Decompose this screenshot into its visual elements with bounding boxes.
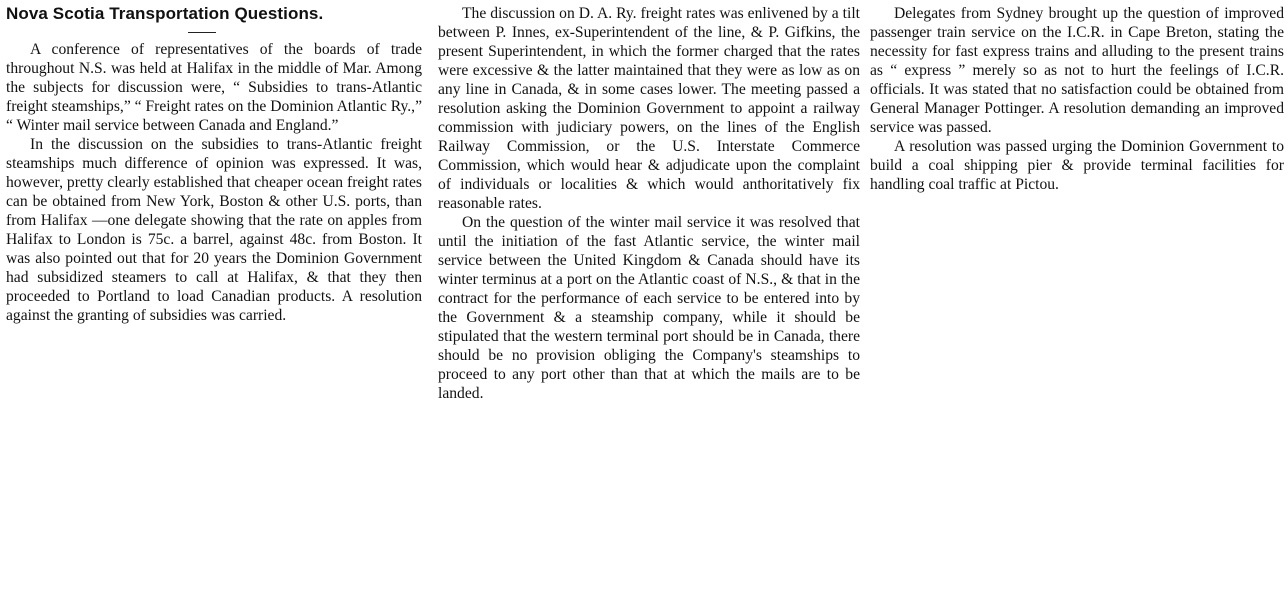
paragraph-coal-pier: A resolution was passed urging the Dominion Government to build a coal shipping pier & provide terminal facilities for handling coal traffic at Pictou. xyxy=(870,138,1284,193)
article-column-1 xyxy=(6,4,422,325)
paragraph-conference: A conference of representatives of the boards of trade throughout N.S. was held at Halifax in the middle of Mar. Among the subjects for discussion were, “ Subsidies to trans-Atlantic freight steamships,” “ Freight rates on the Dominion Atlantic Ry.,” “ Winter mail service between Canada and England.” xyxy=(6,41,422,134)
article-column-2 xyxy=(438,4,860,403)
paragraph-passenger-service: Delegates from Sydney brought up the question of improved passenger train service on the I.C.R. in Cape Breton, stating the necessity for fast express trains and alluding to the present trains as “ express ” merely so as not to hurt the feelings of I.C.R. officials. It was stated that no satisfaction could be obtained from General Manager Pottinger. A resolution demanding an improved service was passed. xyxy=(870,5,1284,136)
article-headline: Nova Scotia Transportation Questions. xyxy=(6,4,324,23)
paragraph-subsidies: In the discussion on the subsidies to trans-Atlantic freight steamships much difference of opinion was expressed. It was, however, pretty clearly established that cheaper ocean freight rates can be obtained from New York, Boston & other U.S. ports, than from Halifax —one delegate showing that the rate on apples from Halifax to London is 75c. a barrel, against 48c. from Boston. It was also pointed out that for 20 years the Dominion Government had subsidized steamers to call at Halifax, & that they then proceeded to Portland to load Canadian products. A resolution against the granting of subsidies was carried. xyxy=(6,136,422,324)
paragraph-winter-mail: On the question of the winter mail service it was resolved that until the initiation of the fast Atlantic service, the winter mail service between the United Kingdom & Canada should have its winter terminus at a port on the Atlantic coast of N.S., & that in the contract for the performance of each service to be entered into by the Government & a steamship company, while it should be stipulated that the western terminal port should be in Canada, there should be no provision obliging the Company's steamships to proceed to any port other than that at which the mails are to be landed. xyxy=(438,214,860,402)
newspaper-page xyxy=(4,4,1284,592)
paragraph-freight-rates: The discussion on D. A. Ry. freight rates was enlivened by a tilt between P. Innes, ex-Superintendent of the line, & P. Gifkins, the present Superintendent, in which the former charged that the rates were excessive & the latter maintained that they were as low as on any line in Canada, & in some cases lower. The meeting passed a resolution asking the Dominion Government to appoint a railway commission with judiciary powers, on the lines of the English Railway Commission, or the U.S. Interstate Commerce Commission, which would hear & adjudicate upon the complaint of individuals or localities & which would anthoritatively fix reasonable rates. xyxy=(438,5,860,212)
headline-divider xyxy=(188,32,216,33)
article-column-3 xyxy=(870,4,1284,194)
